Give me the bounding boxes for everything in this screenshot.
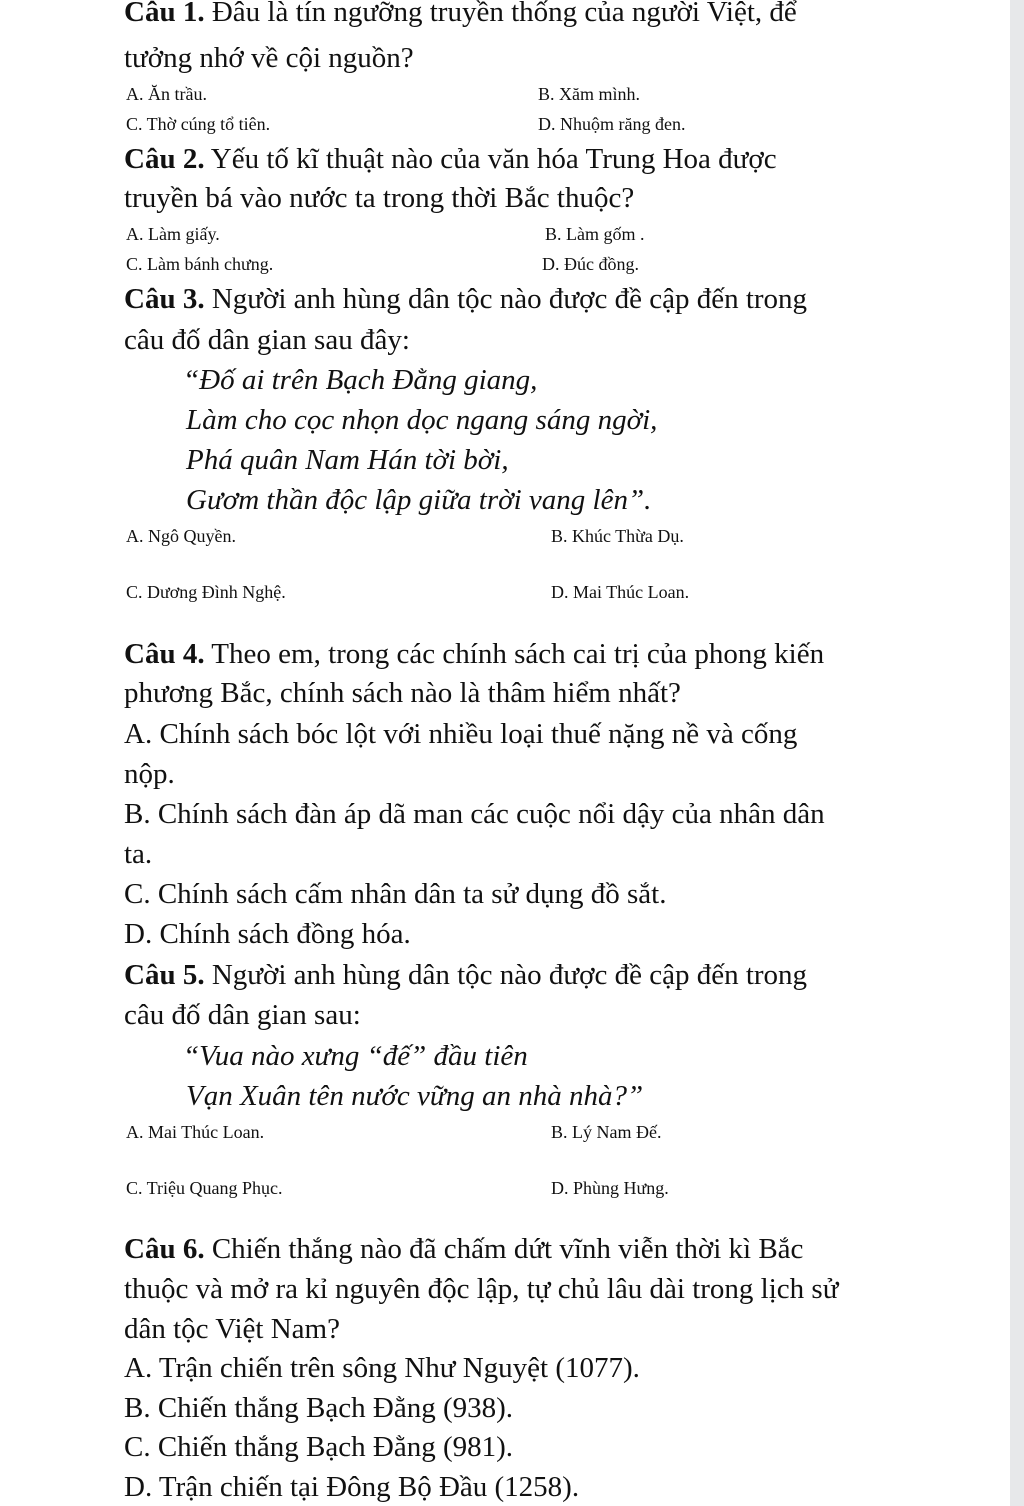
page-edge	[1010, 0, 1024, 1506]
question-3-text-1: Người anh hùng dân tộc nào được đề cập đến trong	[204, 283, 808, 315]
question-4-label: Câu 4.	[124, 638, 205, 670]
q3-option-b: B. Khúc Thừa Dụ.	[551, 526, 684, 546]
question-6-line-3: dân tộc Việt Nam?	[124, 1313, 340, 1345]
question-4-text-1: Theo em, trong các chính sách cai trị của phong kiến	[204, 638, 825, 670]
question-1-line-1	[124, 0, 797, 30]
question-5-text-1: Người anh hùng dân tộc nào được đề cập đến trong	[204, 959, 808, 991]
q3-poem-line-4: Gươm thần độc lập giữa trời vang lên”.	[186, 484, 652, 516]
q4-option-a-line-2: nộp.	[124, 758, 175, 790]
q6-option-a: A. Trận chiến trên sông Như Nguyệt (1077).	[124, 1352, 640, 1384]
q2-option-c: C. Làm bánh chưng.	[126, 254, 274, 274]
question-4-line-2: phương Bắc, chính sách nào là thâm hiểm nhất?	[124, 677, 681, 709]
q6-option-c: C. Chiến thắng Bạch Đằng (981).	[124, 1431, 514, 1463]
q3-poem-line-3: Phá quân Nam Hán tời bời,	[186, 444, 509, 476]
q5-option-d: D. Phùng Hưng.	[551, 1178, 669, 1198]
q2-option-a: A. Làm giấy.	[126, 224, 220, 244]
question-2-line-1	[124, 141, 777, 177]
question-3-line-1	[124, 281, 807, 317]
q4-option-a-line-1: A. Chính sách bóc lột với nhiều loại thuế nặng nề và cống	[124, 718, 798, 750]
q5-poem-line-1: “Vua nào xưng “đế” đầu tiên	[183, 1040, 528, 1072]
q5-option-c: C. Triệu Quang Phục.	[126, 1178, 283, 1198]
q4-option-b-line-2: ta.	[124, 838, 153, 870]
question-2-line-2: truyền bá vào nước ta trong thời Bắc thuộc?	[124, 182, 635, 214]
q5-option-b: B. Lý Nam Đế.	[551, 1122, 662, 1142]
q4-option-c: C. Chính sách cấm nhân dân ta sử dụng đồ sắt.	[124, 878, 667, 910]
q3-option-d: D. Mai Thúc Loan.	[551, 582, 690, 602]
q1-option-b: B. Xăm mình.	[538, 84, 640, 104]
question-5-line-1	[124, 957, 807, 993]
q1-option-a: A. Ăn trầu.	[126, 84, 207, 104]
question-1-label: Câu 1.	[124, 0, 205, 28]
q5-poem-line-2: Vạn Xuân tên nước vững an nhà nhà?”	[186, 1080, 644, 1112]
q2-option-b: B. Làm gốm .	[545, 224, 645, 244]
question-6-label: Câu 6.	[124, 1233, 205, 1265]
question-1-line-2: tưởng nhớ về cội nguồn?	[124, 42, 414, 74]
question-2-label: Câu 2.	[124, 143, 205, 175]
q1-option-d: D. Nhuộm răng đen.	[538, 114, 686, 134]
q3-poem-line-2: Làm cho cọc nhọn dọc ngang sáng ngời,	[186, 404, 658, 436]
q1-option-c: C. Thờ cúng tổ tiên.	[126, 114, 271, 134]
question-6-line-2: thuộc và mở ra kỉ nguyên độc lập, tự chủ lâu dài trong lịch sử	[124, 1273, 839, 1305]
question-5-label: Câu 5.	[124, 959, 205, 991]
question-3-line-2: câu đố dân gian sau đây:	[124, 324, 410, 356]
q6-option-b: B. Chiến thắng Bạch Đằng (938).	[124, 1392, 514, 1424]
question-2-text-1: Yếu tố kĩ thuật nào của văn hóa Trung Hoa được	[204, 143, 777, 175]
question-5-line-2: câu đố dân gian sau:	[124, 999, 361, 1031]
q3-option-a: A. Ngô Quyền.	[126, 526, 236, 546]
q4-option-b-line-1: B. Chính sách đàn áp dã man các cuộc nổi dậy của nhân dân	[124, 798, 825, 830]
question-4-line-1	[124, 636, 824, 672]
q3-poem-line-1: “Đố ai trên Bạch Đằng giang,	[183, 364, 538, 396]
question-6-text-1: Chiến thắng nào đã chấm dứt vĩnh viễn thời kì Bắc	[204, 1233, 804, 1265]
question-6-line-1	[124, 1231, 803, 1267]
q3-option-c: C. Dương Đình Nghệ.	[126, 582, 286, 602]
q6-option-d: D. Trận chiến tại Đông Bộ Đầu (1258).	[124, 1471, 580, 1503]
question-1-text-1: Đâu là tín ngưỡng truyền thống của người Việt, để	[204, 0, 797, 28]
q5-option-a: A. Mai Thúc Loan.	[126, 1122, 265, 1142]
question-3-label: Câu 3.	[124, 283, 205, 315]
q4-option-d: D. Chính sách đồng hóa.	[124, 918, 411, 950]
q2-option-d: D. Đúc đồng.	[542, 254, 639, 274]
